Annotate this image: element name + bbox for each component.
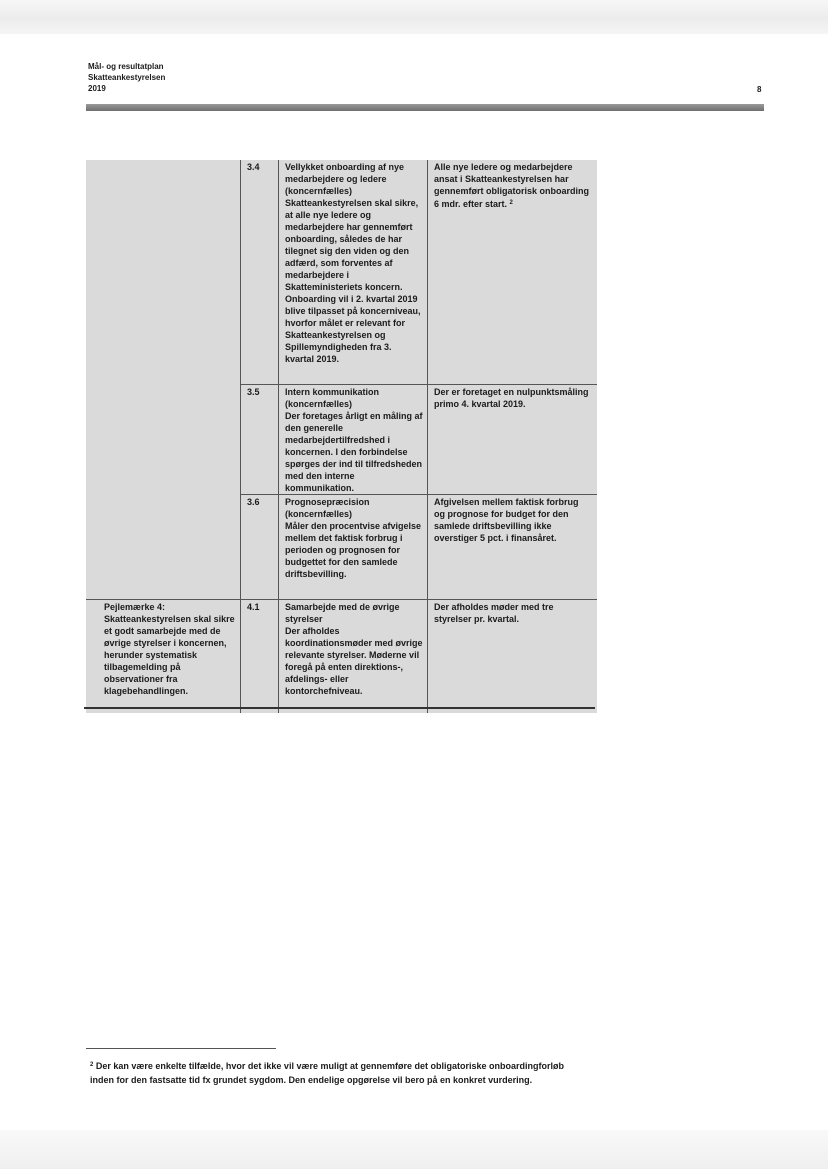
- goal-title: Prognosepræcision (koncernfælles): [285, 496, 370, 519]
- header-year: 2019: [88, 84, 106, 93]
- success-criterion: Der er foretaget en nulpunktsmåling primo 4. kvartal 2019.: [434, 386, 589, 409]
- success-criterion-cell: [428, 384, 598, 494]
- footnote-text: Der kan være enkelte tilfælde, hvor det ikke vil være muligt at gennemføre det obligatoriske onboardingforløb inden for den fastsatte tid fx grundet sygdom. Den endelige opgørelse vil bero på en konkret vurdering.: [90, 1061, 564, 1085]
- goals-table: [86, 160, 597, 713]
- goal-number-cell: [241, 160, 279, 384]
- table-bottom-rule: [84, 707, 595, 709]
- goal-body: Skatteankestyrelsen skal sikre, at alle nye ledere og medarbejdere har gennemført onboarding, således de har tilegnet sig den viden og den adfærd, som forventes af medarbejdere i Skatteministeriets koncern. Onboarding vil i 2. kvartal 2019 blive tilpasset på koncerniveau, hvorfor målet er relevant for Skatteankestyrelsen og Spillemyndigheden fra 3. kvartal 2019.: [285, 198, 421, 364]
- header-organization: Skatteankestyrelsen: [88, 73, 166, 82]
- success-criterion: Afgivelsen mellem faktisk forbrug og prognose for budget for den samlede driftsbevilling ikke overstiger 5 pct. i finansåret.: [434, 496, 579, 543]
- marker-title: Pejlemærke 4:: [104, 601, 166, 612]
- header-title: Mål- og resultatplan: [88, 62, 164, 71]
- table-row: [86, 160, 597, 384]
- footnote-divider: [86, 1048, 276, 1049]
- goal-description-cell: [279, 384, 428, 494]
- success-criterion-cell: [428, 160, 598, 384]
- marker-cell: [86, 599, 241, 713]
- document-header: [88, 61, 165, 94]
- footnote-mark: 2: [90, 1062, 94, 1068]
- goal-body: Måler den procentvise afvigelse mellem det faktisk forbrug i perioden og prognosen for budgettet for den samlede driftsbevilling.: [285, 520, 422, 579]
- page-number: 8: [757, 85, 762, 94]
- scan-edge-top: [0, 0, 828, 34]
- goal-number: 3.6: [247, 496, 260, 507]
- success-criterion-cell: [428, 494, 598, 599]
- marker-cell-empty: [86, 160, 241, 599]
- goal-number: 3.4: [247, 162, 260, 172]
- goal-number-cell: [241, 384, 279, 494]
- goal-number-cell: [241, 599, 279, 713]
- goal-number-cell: [241, 494, 279, 599]
- marker-body: Skatteankestyrelsen skal sikre et godt samarbejde med de øvrige styrelser i koncernen, herunder systematisk tilbagemelding på observationer fra klagebehandlingen.: [104, 613, 235, 696]
- goal-title: Intern kommunikation (koncernfælles): [285, 386, 380, 409]
- goal-title: Samarbejde med de øvrige styrelser: [285, 601, 400, 624]
- goal-number: 3.5: [247, 386, 260, 397]
- success-criterion-cell: [428, 599, 598, 713]
- goal-body: Der afholdes koordinationsmøder med øvrige relevante styrelser. Møderne vil foregå på enten direktions-, afdelings- eller kontorchefniveau.: [285, 625, 423, 696]
- success-criterion: Alle nye ledere og medarbejdere ansat i Skatteankestyrelsen har gennemført obligatorisk onboarding 6 mdr. efter start.: [434, 162, 589, 209]
- footnote-reference: 2: [509, 200, 513, 206]
- table-row: [86, 599, 597, 713]
- goal-description-cell: [279, 599, 428, 713]
- goal-body: Der foretages årligt en måling af den generelle medarbejdertilfredshed i koncernen. I den forbindelse spørges der ind til tilfredsheden med den interne kommunikation.: [285, 410, 423, 493]
- scan-edge-bottom: [0, 1130, 828, 1169]
- goal-title: Vellykket onboarding af nye medarbejdere og ledere (koncernfælles): [285, 162, 405, 196]
- header-divider: [86, 104, 764, 111]
- goal-description-cell: [279, 494, 428, 599]
- goal-number: 4.1: [247, 601, 260, 612]
- success-criterion: Der afholdes møder med tre styrelser pr. kvartal.: [434, 601, 554, 624]
- footnote: [90, 1058, 590, 1087]
- goal-description-cell: [279, 160, 428, 384]
